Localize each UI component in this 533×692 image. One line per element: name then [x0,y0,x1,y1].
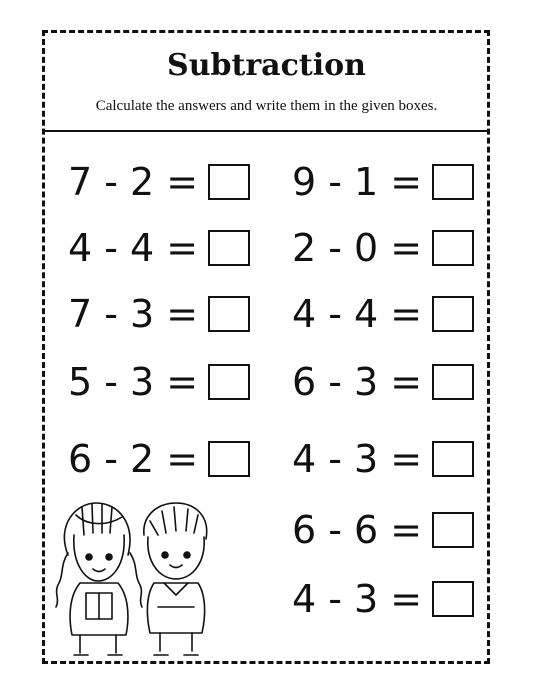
children-illustration [46,495,224,661]
answer-box[interactable] [432,581,474,617]
answer-box[interactable] [208,296,250,332]
problem-expression: 4 - 4 = [292,292,423,336]
problem-right-4 [292,360,474,404]
answer-box[interactable] [208,164,250,200]
problem-expression: 2 - 0 = [292,226,423,270]
problem-expression: 9 - 1 = [292,160,423,204]
answer-box[interactable] [432,364,474,400]
problem-right-7 [292,577,474,621]
problem-left-3 [68,292,250,336]
answer-box[interactable] [432,164,474,200]
problem-right-2 [292,226,474,270]
answer-box[interactable] [208,441,250,477]
problem-expression: 5 - 3 = [68,360,199,404]
problem-left-2 [68,226,250,270]
answer-box[interactable] [432,441,474,477]
problem-right-5 [292,437,474,481]
answer-box[interactable] [432,296,474,332]
girl-figure [56,503,142,655]
problem-expression: 6 - 3 = [292,360,423,404]
problem-left-4 [68,360,250,404]
problem-right-1 [292,160,474,204]
problem-expression: 6 - 2 = [68,437,199,481]
answer-box[interactable] [432,230,474,266]
worksheet-instructions: Calculate the answers and write them in the given boxes. [95,98,438,114]
problem-expression: 6 - 6 = [292,508,423,552]
problem-expression: 7 - 3 = [68,292,199,336]
problem-expression: 4 - 3 = [292,577,423,621]
answer-box[interactable] [208,230,250,266]
problem-left-1 [68,160,250,204]
problem-expression: 7 - 2 = [68,160,199,204]
problem-left-5 [68,437,250,481]
boy-figure [144,503,207,655]
problem-right-3 [292,292,474,336]
problem-expression: 4 - 4 = [68,226,199,270]
header-divider [42,130,490,132]
worksheet-title: Subtraction [167,48,366,83]
answer-box[interactable] [208,364,250,400]
answer-box[interactable] [432,512,474,548]
problem-right-6 [292,508,474,552]
problem-expression: 4 - 3 = [292,437,423,481]
